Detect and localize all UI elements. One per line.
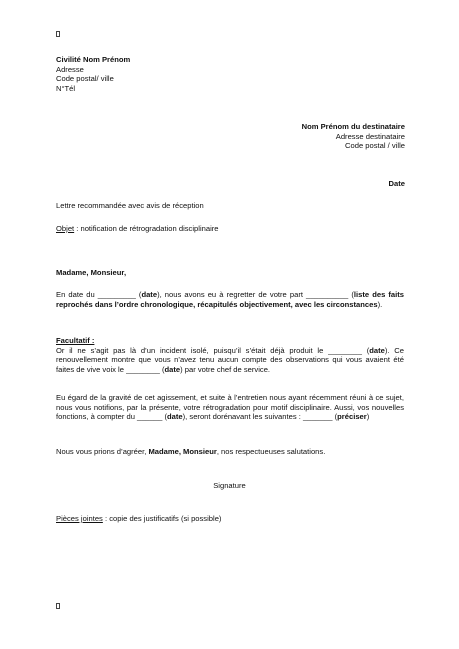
- attachments-line: [56, 514, 404, 524]
- mail-type: Lettre recommandée avec avis de réception: [56, 201, 204, 210]
- recipient-name: Nom Prénom du destinataire: [301, 122, 405, 131]
- object-line: [56, 224, 404, 234]
- salutation: Madame, Monsieur,: [56, 268, 127, 277]
- para1-facts-list: liste des faits reprochés dans l’ordre chronologique, récapitulés objectivement, avec les circonstances: [56, 290, 405, 309]
- sender-name: Civilité Nom Prénom: [56, 55, 131, 64]
- optional-date-2: date: [164, 365, 181, 375]
- attachments-label: Pièces jointes: [56, 514, 103, 523]
- page-marker-icon: [56, 603, 60, 609]
- object-text: : notification de rétrogradation disciplinaire: [74, 224, 219, 233]
- page-marker-icon: [56, 31, 60, 37]
- optional-label: Facultatif :: [56, 336, 95, 345]
- optional-text-1: Or il ne s’agit pas là d’un incident isolé, puisqu’il s’était déjà produit le ________ (: [56, 345, 370, 355]
- optional-date-1: date: [369, 345, 385, 355]
- para2-date: date: [167, 412, 183, 422]
- recipient-address: Adresse destinataire: [335, 131, 405, 141]
- recipient-block: [302, 122, 405, 151]
- para2-text-3: ): [366, 412, 370, 422]
- sender-phone: N°Tél: [56, 84, 76, 94]
- date-label: Date: [388, 179, 405, 188]
- para2-text-2: ), seront dorénavant les suivantes : _______ (: [182, 412, 338, 422]
- closing-line: [56, 447, 404, 457]
- sender-city: Code postal/ ville: [56, 74, 114, 84]
- object-label: Objet: [56, 224, 75, 233]
- optional-text-2: ). Ce renouvellement montre que vous n’avez tenu aucun compte des observations qui vous avaient été faites de vive voix le ________ (: [56, 345, 404, 375]
- paragraph-optional: [56, 336, 404, 375]
- paragraph-demotion: [56, 393, 404, 422]
- paragraph-facts: [56, 290, 404, 309]
- closing-text-2: , nos respectueuses salutations.: [216, 447, 326, 456]
- closing-addressee: Madame, Monsieur: [148, 447, 217, 456]
- sender-block: [56, 55, 130, 94]
- para1-text-3: ).: [377, 299, 383, 309]
- para2-specify: préciser: [337, 412, 367, 422]
- para1-date: date: [141, 290, 158, 299]
- recipient-city: Code postal / ville: [345, 141, 405, 151]
- optional-text-3: ) par votre chef de service.: [180, 365, 271, 375]
- sender-address: Adresse: [56, 64, 84, 74]
- para1-text-1: En date du _________ (: [56, 290, 142, 299]
- closing-text-1: Nous vous prions d’agréer,: [56, 447, 149, 456]
- signature: Signature: [213, 481, 246, 490]
- para1-text-2: ), nous avons eu à regretter de votre part __________ (: [157, 290, 354, 299]
- attachments-text: : copie des justificatifs (si possible): [102, 514, 222, 523]
- para2-text-1: Eu égard de la gravité de cet agissement, et suite à l’entretien nous ayant récemment réuni à ce sujet, nous vous notifions, par la présente, votre rétrogradation pour motif disciplinaire. Aussi, vos nouvelles fonctions, à compter du ______ (: [56, 393, 404, 422]
